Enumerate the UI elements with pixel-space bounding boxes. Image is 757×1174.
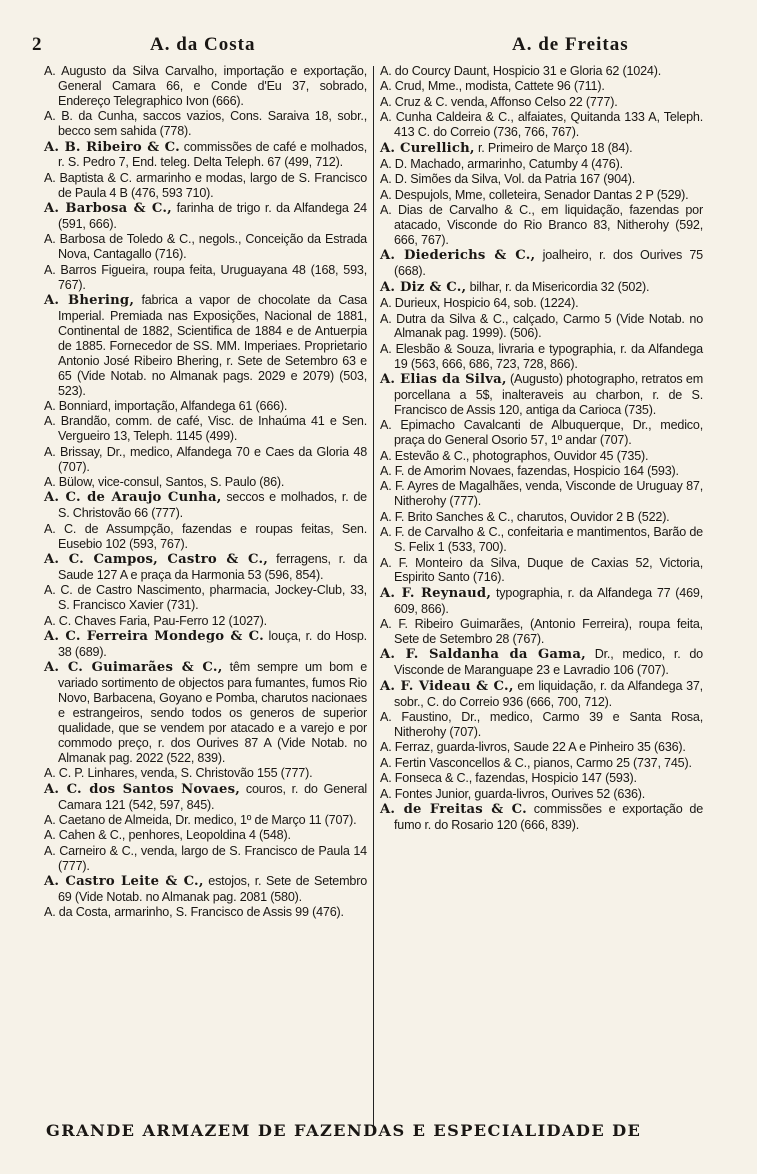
directory-entry: A. C. P. Linhares, venda, S. Christovão 155 (777). (44, 766, 313, 781)
directory-entry: A. D. Simões da Silva, Vol. da Patria 167 (904). (380, 172, 636, 187)
directory-entry: A. Baptista & C. armarinho e modas, largo de S. Francisco de Paula 4 B (476, 593 710). (44, 170, 367, 200)
entry-bold-name: A. C. Campos, Castro & C., (44, 552, 269, 567)
directory-entry: A. Brissay, Dr., medico, Alfandega 70 e Caes da Gloria 48 (707). (44, 444, 367, 474)
directory-entry: A. Fertin Vasconcellos & C., pianos, Carmo 25 (737, 745). (380, 755, 692, 770)
directory-entry: A. F. Videau & C., em liquidação, r. da Alfandega 37, sobr., C. do Correio 936 (666, 700, 712). (380, 678, 703, 709)
directory-entry: A. do Courcy Daunt, Hospicio 31 e Gloria 62 (1024). (380, 64, 662, 78)
directory-entry: A. Barros Figueira, roupa feita, Uruguayana 48 (168, 593, 767). (44, 262, 367, 292)
directory-entry: A. Cunha Caldeira & C., alfaiates, Quitanda 133 A, Teleph. 413 C. do Correio (736, 766, 767). (380, 110, 703, 140)
directory-entry: A. Dutra da Silva & C., calçado, Carmo 5 (Vide Notab. no Almanak pag. 1999). (506). (380, 311, 703, 341)
directory-entry: A. Elias da Silva, (Augusto) photographo, retratos em porcellana a 5$, inalteraveis au charbon, r. de S. Francisco de Assis 120, antiga da Carioca (735). (380, 372, 703, 417)
directory-entry: A. Diederichs & C., joalheiro, r. dos Ourives 75 (668). (380, 248, 703, 279)
directory-entry: A. B. da Cunha, saccos vazios, Cons. Saraiva 18, sobr., becco sem sahida (778). (44, 109, 367, 139)
directory-entry: A. Bhering, fabrica a vapor de chocolate da Casa Imperial. Premiada nas Exposições, Nacional de 1881, Continental de 1882, Scientifica de 1884 e de Antuerpia de 1885. Fornecedor de SS. MM. Imperiaes. Proprietario Antonio José Ribeiro Bhering, r. Sete de Setembro 63 e 65 (Vide Notab. no Almanak pags. 2029 e 2079) (503, 523). (44, 293, 367, 398)
entry-bold-name: A. F. Saldanha da Gama, (380, 647, 586, 663)
directory-entry: A. F. Ayres de Magalhães, venda, Visconde de Uruguay 87, Nitherohy (777). (380, 479, 703, 509)
directory-entry: A. Bonniard, importação, Alfandega 61 (666). (44, 398, 288, 413)
entry-bold-name: A. C. Ferreira Mondego & C. (44, 629, 264, 645)
directory-entry: A. F. Saldanha da Gama, Dr., medico, r. do Visconde de Maranguape 23 e Lavradio 106 (707). (380, 647, 703, 678)
entry-bold-name: A. Barbosa & C., (44, 201, 172, 217)
column-divider (373, 66, 374, 1126)
directory-entry: A. Durieux, Hospicio 64, sob. (1224). (380, 296, 579, 311)
directory-entry: A. C. dos Santos Novaes, couros, r. do General Camara 121 (542, 597, 845). (44, 781, 367, 812)
directory-entry: A. Fontes Junior, guarda-livros, Ourives 52 (636). (380, 786, 646, 801)
directory-entry: A. B. Ribeiro & C. commissões de café e molhados, r. S. Pedro 7, End. teleg. Delta Teleph. 67 (499, 712). (44, 139, 367, 170)
directory-entry: A. C. Chaves Faria, Pau-Ferro 12 (1027). (44, 613, 267, 628)
directory-entry: A. Crud, Mme., modista, Cattete 96 (711). (380, 79, 605, 94)
directory-entry: A. F. de Amorim Novaes, fazendas, Hospicio 164 (593). (380, 464, 679, 479)
footer-advert-banner: GRANDE ARMAZEM DE FAZENDAS E ESPECIALIDADE DE (46, 1121, 642, 1140)
directory-entry: A. Bülow, vice-consul, Santos, S. Paulo (86). (44, 474, 285, 489)
directory-entry: A. Diz & C., bilhar, r. da Misericordia 32 (502). (380, 279, 650, 295)
page-number: 2 (32, 34, 42, 55)
directory-entry: A. F. Reynaud, typographia, r. da Alfandega 77 (469, 609, 866). (380, 585, 703, 616)
entry-bold-name: A. Elias da Silva, (380, 372, 507, 388)
entry-bold-name: A. Bhering, (44, 293, 135, 309)
entry-bold-name: A. F. Reynaud, (380, 585, 492, 601)
right-running-title: A. de Freitas (512, 34, 629, 55)
entry-bold-name: A. Castro Leite & C., (44, 874, 204, 890)
directory-entry: A. Carneiro & C., venda, largo de S. Francisco de Paula 14 (777). (44, 843, 367, 873)
directory-entry: A. Despujols, Mme, colleteira, Senador Dantas 2 P (529). (380, 187, 689, 202)
directory-entry: A. Brandão, comm. de café, Visc. de Inhaúma 41 e Sen. Vergueiro 13, Teleph. 1145 (499). (44, 414, 367, 444)
directory-entry: A. F. Monteiro da Silva, Duque de Caxias 52, Victoria, Espirito Santo (716). (380, 555, 703, 585)
entry-bold-name: A. C. de Araujo Cunha, (44, 490, 222, 506)
directory-entry: A. Elesbão & Souza, livraria e typographia, r. da Alfandega 19 (563, 666, 686, 723, 728, 866). (380, 341, 703, 371)
directory-entry: A. Ferraz, guarda-livros, Saude 22 A e Pinheiro 35 (636). (380, 740, 686, 755)
directory-entry: A. Dias de Carvalho & C., em liquidação, fazendas por atacado, Visconde do Rio Branco 83, Nitherohy (592, 666, 767). (380, 203, 703, 247)
directory-entry: A. C. Ferreira Mondego & C. louça, r. do Hosp. 38 (689). (44, 629, 367, 659)
directory-entry: A. C. Guimarães & C., têm sempre um bom e variado sortimento de objectos para fumantes, fumos Rio Novo, Barbacena, Goyano e Pomba, charutos nacionaes e estrangeiros, sendo todos os generos de superior qualidade, que se vendem por atacado e a varejo e por commodo preço, r. dos Ourives 87 A (Vide Notab. no Almanak pag. 2022 (522, 839). (44, 660, 367, 765)
directory-entry: A. D. Machado, armarinho, Catumby 4 (476). (380, 156, 623, 171)
directory-entry: A. Barbosa & C., farinha de trigo r. da Alfandega 24 (591, 666). (44, 201, 367, 232)
directory-entry: A. F. Ribeiro Guimarães, (Antonio Ferreira), roupa feita, Sete de Setembro 28 (767). (380, 617, 703, 647)
directory-entry: A. C. de Castro Nascimento, pharmacia, Jockey-Club, 33, S. Francisco Xavier (731). (44, 583, 367, 613)
directory-entry: A. Epimacho Cavalcanti de Albuquerque, Dr., medico, praça do General Osorio 57, 1º andar (707). (380, 418, 703, 448)
directory-entry: A. Faustino, Dr., medico, Carmo 39 e Santa Rosa, Nitherohy (707). (380, 710, 703, 739)
directory-entry: A. C. de Araujo Cunha, seccos e molhados, r. de S. Christovão 66 (777). (44, 490, 367, 521)
entry-bold-name: A. Diederichs & C., (380, 248, 536, 264)
directory-entry: A. de Freitas & C. commissões e exportação de fumo r. do Rosario 120 (666, 839). (380, 802, 703, 832)
directory-entry: A. Caetano de Almeida, Dr. medico, 1º de Março 11 (707). (44, 812, 357, 827)
directory-entry: A. C. Campos, Castro & C., ferragens, r. da Saude 127 A e praça da Harmonia 53 (596, 854). (44, 552, 367, 582)
directory-entry: A. Curellich, r. Primeiro de Março 18 (84). (380, 140, 633, 156)
entry-bold-name: A. F. Videau & C., (380, 678, 514, 694)
directory-entry: A. Augusto da Silva Carvalho, importação e exportação, General Camara 66, e Conde d'Eu 37, sobrado, Endereço Telegraphico Ivon (666). (44, 64, 367, 108)
left-directory-column (44, 64, 367, 921)
directory-entry: A. Barbosa de Toledo & C., negols., Conceição da Estrada Nova, Cantagallo (716). (44, 232, 367, 262)
directory-entry: A. Cruz & C. venda, Affonso Celso 22 (777). (380, 94, 618, 109)
directory-entry: A. F. de Carvalho & C., confeitaria e mantimentos, Barão de S. Felix 1 (533, 700). (380, 525, 703, 555)
running-header (32, 34, 722, 60)
directory-entry: A. Cahen & C., penhores, Leopoldina 4 (548). (44, 828, 291, 843)
entry-bold-name: A. B. Ribeiro & C. (44, 139, 180, 155)
entry-bold-name: A. Curellich, (380, 140, 475, 156)
entry-bold-name: A. de Freitas & C. (380, 802, 527, 817)
entry-bold-name: A. C. Guimarães & C., (44, 660, 223, 676)
entry-bold-name: A. Diz & C., (380, 279, 467, 295)
right-directory-column (380, 64, 703, 833)
directory-entry: A. C. de Assumpção, fazendas e roupas feitas, Sen. Eusebio 102 (593, 767). (44, 521, 367, 551)
directory-entry: A. Estevão & C., photographos, Ouvidor 45 (735). (380, 448, 649, 463)
directory-entry: A. Castro Leite & C., estojos, r. Sete de Setembro 69 (Vide Notab. no Almanak pag. 2081 (580). (44, 874, 368, 904)
entry-bold-name: A. C. dos Santos Novaes, (44, 781, 240, 797)
directory-entry: A. da Costa, armarinho, S. Francisco de Assis 99 (476). (44, 905, 344, 920)
directory-entry: A. Fonseca & C., fazendas, Hospicio 147 (593). (380, 771, 637, 786)
left-running-title: A. da Costa (150, 34, 256, 55)
directory-entry: A. F. Brito Sanches & C., charutos, Ouvidor 2 B (522). (380, 509, 670, 524)
